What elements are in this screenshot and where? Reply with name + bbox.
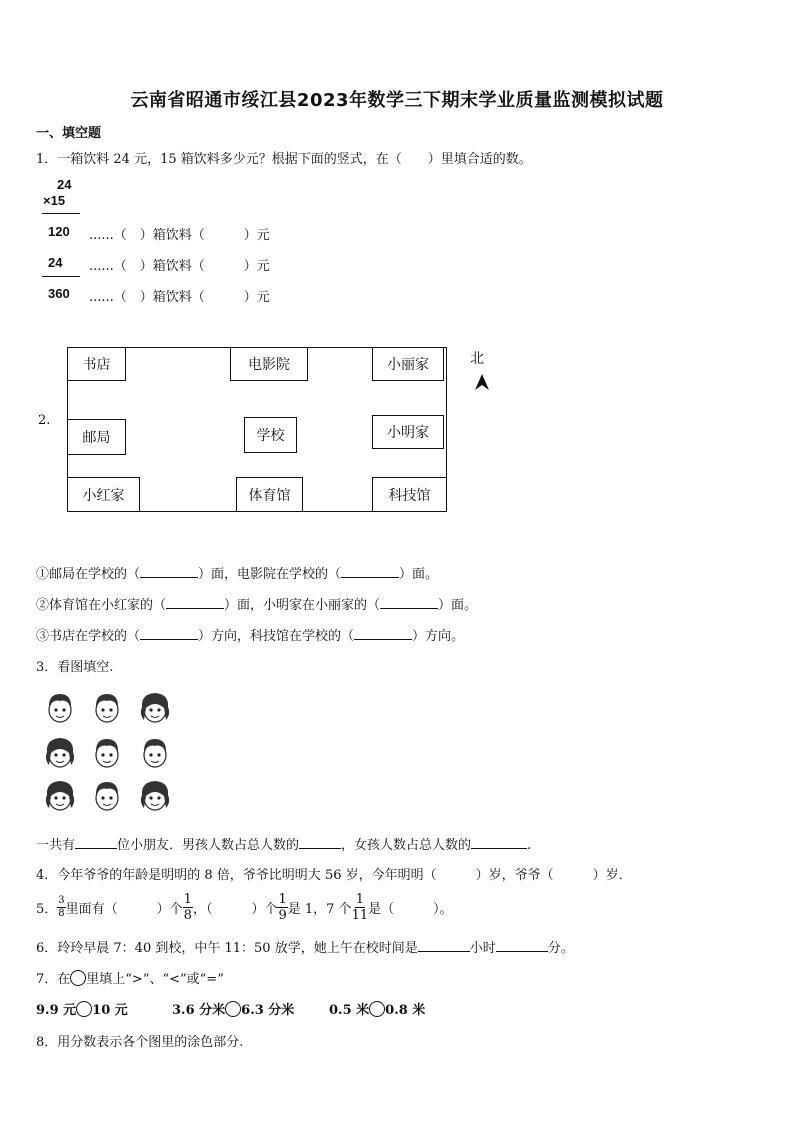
boy-face-icon bbox=[87, 778, 127, 814]
calc-line-2 bbox=[42, 276, 80, 277]
boy-face-icon bbox=[40, 690, 80, 726]
question-5-text: 5． $\frac{3}{8}$ 里面有（ ）个 $\frac{1}{8}$ ，（ ）个 $\frac{1}{9}$ 是 1，7 个 $\frac{1}{11}$ 是（ ）。 bbox=[36, 891, 453, 923]
compare-circle-icon bbox=[70, 970, 86, 986]
calc-row-2-text: ......（ ）箱饮料（ ）元 bbox=[89, 259, 270, 274]
question-6-text: 6．玲玲早晨 7：40 到校，中午 11：50 放学，她上午在校时间是 小时 分。 bbox=[36, 941, 574, 956]
question-2-label: 2. bbox=[38, 413, 51, 428]
calc-row-1-value: 120 bbox=[48, 224, 70, 239]
page-title: 云南省昭通市绥江县2023年数学三下期末学业质量监测模拟试题 bbox=[130, 90, 664, 111]
boy-face-icon bbox=[135, 735, 175, 771]
girl-face-icon bbox=[135, 690, 175, 726]
fraction-1-9: $\frac{1}{9}$ bbox=[278, 891, 287, 923]
boy-face-icon bbox=[87, 690, 127, 726]
calc-row-1-text: ......（ ）箱饮料（ ）元 bbox=[89, 228, 270, 243]
place-cinema: 电影院 bbox=[230, 347, 308, 381]
question-2-line-1: ①邮局在学校的（ ）面，电影院在学校的（ ）面。 bbox=[36, 567, 439, 582]
boy-face-icon bbox=[87, 735, 127, 771]
vertical-calc-top: 24 bbox=[57, 177, 72, 192]
north-arrow-icon bbox=[474, 373, 490, 395]
calc-row-3-value: 360 bbox=[48, 286, 70, 301]
place-science-museum: 科技馆 bbox=[372, 477, 447, 512]
vertical-calc-multiplier: ×15 bbox=[43, 193, 66, 208]
question-3-label: 3．看图填空. bbox=[36, 660, 114, 675]
place-school: 学校 bbox=[244, 417, 297, 453]
question-3-text: 一共有 位小朋友．男孩人数占总人数的 ，女孩人数占总人数的 . bbox=[36, 838, 532, 853]
place-xiaohong-home: 小红家 bbox=[67, 477, 140, 512]
compare-circle-icon bbox=[369, 1001, 385, 1017]
section-heading: 一、填空题 bbox=[36, 126, 102, 141]
place-gym: 体育馆 bbox=[236, 477, 303, 512]
place-post-office: 邮局 bbox=[67, 419, 126, 455]
question-4-text: 4．今年爷爷的年龄是明明的 8 倍，爷爷比明明大 56 岁，今年明明（ ）岁，爷爷（ ）岁． bbox=[36, 868, 632, 883]
question-2-line-2: ②体育馆在小红家的（ ）面，小明家在小丽家的（ ）面。 bbox=[36, 598, 478, 613]
calc-row-3-text: ......（ ）箱饮料（ ）元 bbox=[89, 290, 270, 305]
place-bookstore: 书店 bbox=[67, 347, 126, 381]
compare-item-1: 9.9 元 10 元 bbox=[36, 1003, 128, 1018]
fraction-1-8: $\frac{1}{8}$ bbox=[183, 891, 192, 923]
compare-item-2: 3.6 分米 6.3 分米 bbox=[172, 1003, 295, 1018]
compare-item-3: 0.5 米 0.8 米 bbox=[329, 1003, 426, 1018]
question-1-text: 1．一箱饮料 24 元，15 箱饮料多少元？根据下面的竖式，在（ ）里填合适的数。 bbox=[36, 152, 532, 167]
fraction-3-8: $\frac{3}{8}$ bbox=[58, 894, 65, 919]
place-xiaoming-home: 小明家 bbox=[372, 415, 444, 449]
question-7-text: 7．在 里填上“>”、“<”或“=” bbox=[36, 972, 224, 987]
question-2-line-3: ③书店在学校的（ ）方向，科技馆在学校的（ ）方向。 bbox=[36, 629, 465, 644]
question-8-text: 8．用分数表示各个图里的涂色部分. bbox=[36, 1035, 244, 1050]
girl-face-icon bbox=[135, 778, 175, 814]
calc-line-1 bbox=[42, 213, 80, 214]
calc-row-2-value: 24 bbox=[48, 255, 63, 270]
girl-face-icon bbox=[40, 735, 80, 771]
compare-circle-icon bbox=[76, 1001, 92, 1017]
compare-circle-icon bbox=[225, 1001, 241, 1017]
north-label: 北 bbox=[470, 351, 484, 367]
fraction-1-11: $\frac{1}{11}$ bbox=[351, 891, 369, 923]
girl-face-icon bbox=[40, 778, 80, 814]
place-xiaoli-home: 小丽家 bbox=[372, 347, 444, 381]
